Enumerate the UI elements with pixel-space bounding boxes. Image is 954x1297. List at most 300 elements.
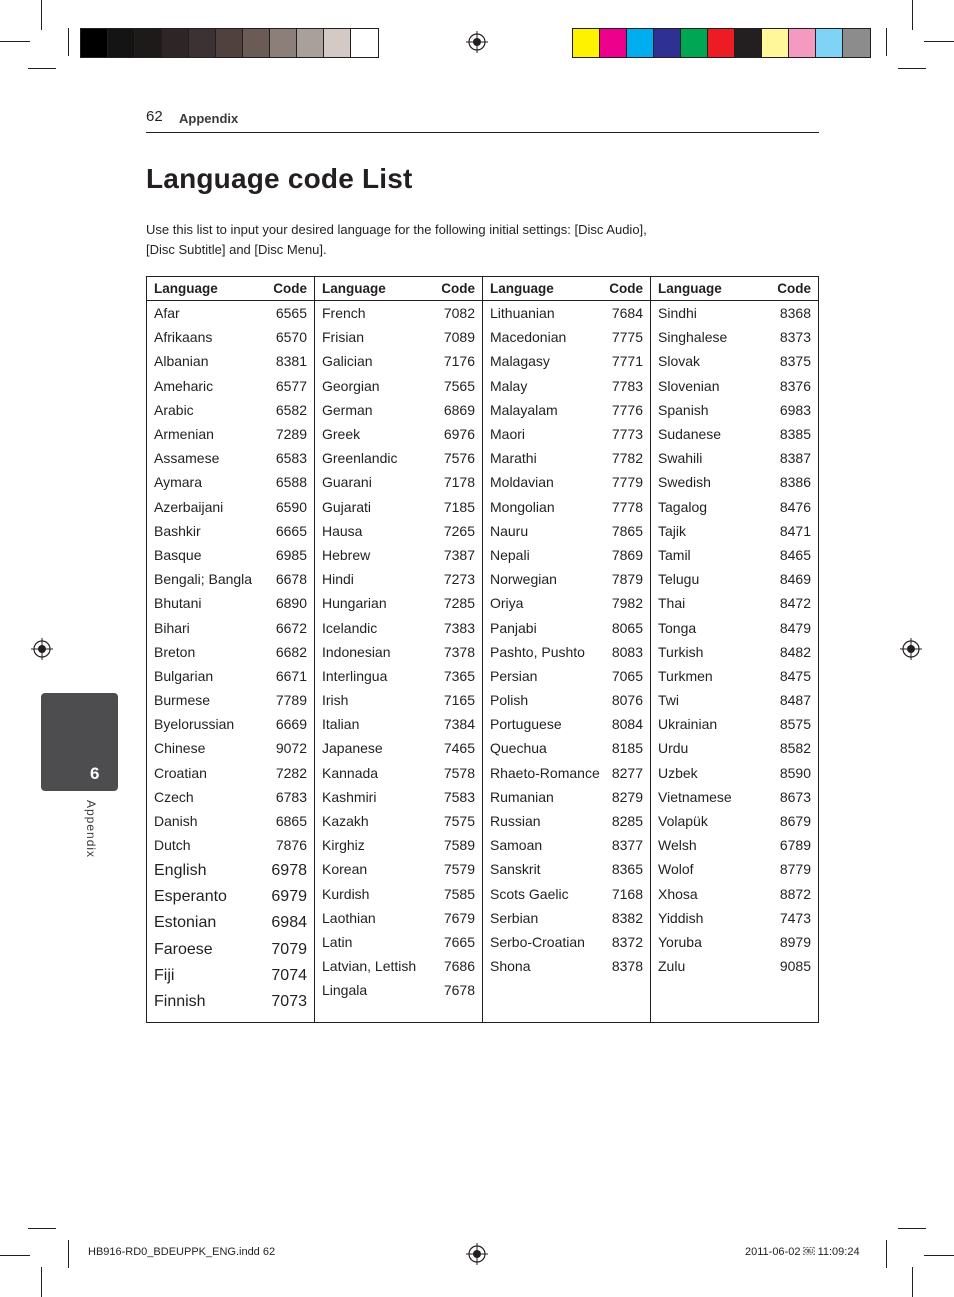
language-name: Aymara <box>154 474 202 491</box>
table-row <box>651 906 818 930</box>
language-code: 6890 <box>275 595 307 612</box>
language-name: Turkmen <box>658 667 713 684</box>
table-row <box>651 640 818 664</box>
table-row <box>483 640 650 664</box>
language-code: 7265 <box>443 522 475 539</box>
table-row <box>651 398 818 422</box>
language-name: Greenlandic <box>322 450 398 467</box>
color-swatch <box>162 29 189 57</box>
table-row <box>147 446 314 470</box>
header-code: Code <box>273 281 307 296</box>
language-name: Malagasy <box>490 353 550 370</box>
language-code: 6671 <box>275 667 307 684</box>
language-code: 7775 <box>611 329 643 346</box>
language-code: 7565 <box>443 377 475 394</box>
language-name: Ukrainian <box>658 716 718 733</box>
language-name: Kirghiz <box>322 837 365 854</box>
language-name: Kazakh <box>322 813 369 830</box>
language-code: 8582 <box>779 740 811 757</box>
language-code: 8377 <box>611 837 643 854</box>
language-name: Serbian <box>490 909 539 926</box>
language-name: Portuguese <box>490 716 562 733</box>
language-name: Maori <box>490 426 526 443</box>
crop-mark <box>924 1255 954 1256</box>
crop-mark <box>28 1228 56 1229</box>
language-code: 7273 <box>443 571 475 588</box>
language-code: 7576 <box>443 450 475 467</box>
language-name: Thai <box>658 595 686 612</box>
language-code: 7289 <box>275 426 307 443</box>
language-code: 8471 <box>779 522 811 539</box>
language-code: 6672 <box>275 619 307 636</box>
table-row <box>315 615 482 639</box>
language-code: 7665 <box>443 933 475 950</box>
language-name: Italian <box>322 716 360 733</box>
table-row <box>147 615 314 639</box>
language-name: Yoruba <box>658 933 702 950</box>
language-name: English <box>154 861 207 879</box>
table-row <box>651 543 818 567</box>
crop-mark <box>68 1240 69 1268</box>
table-row <box>147 640 314 664</box>
language-code: 7387 <box>443 546 475 563</box>
language-name: Latin <box>322 933 353 950</box>
table-row <box>483 857 650 881</box>
language-name: Esperanto <box>154 887 227 905</box>
language-code: 6588 <box>275 474 307 491</box>
table-row <box>315 398 482 422</box>
language-name: Hungarian <box>322 595 387 612</box>
color-swatch <box>297 29 324 57</box>
table-row <box>483 882 650 906</box>
crop-mark <box>68 28 69 56</box>
language-name: Danish <box>154 813 198 830</box>
table-row <box>483 785 650 809</box>
color-swatch <box>735 29 762 57</box>
language-name: Pashto, Pushto <box>490 643 585 660</box>
language-name: Yiddish <box>658 909 704 926</box>
header-code: Code <box>777 281 811 296</box>
language-code: 7771 <box>611 353 643 370</box>
language-code: 8482 <box>779 643 811 660</box>
language-name: Lithuanian <box>490 305 555 322</box>
language-name: Bengali; Bangla <box>154 571 253 588</box>
table-column <box>651 277 818 1022</box>
language-name: Twi <box>658 692 679 709</box>
language-code: 8590 <box>779 764 811 781</box>
language-code: 6978 <box>271 861 307 879</box>
language-code: 7579 <box>443 861 475 878</box>
language-name: Burmese <box>154 692 211 709</box>
language-code: 8083 <box>611 643 643 660</box>
language-code: 9085 <box>779 958 811 975</box>
table-row <box>315 325 482 349</box>
table-row <box>651 809 818 833</box>
language-name: Shona <box>490 958 531 975</box>
crop-mark <box>912 0 913 30</box>
language-name: Quechua <box>490 740 547 757</box>
language-name: Japanese <box>322 740 383 757</box>
language-code: 7383 <box>443 619 475 636</box>
language-code: 7473 <box>779 909 811 926</box>
language-name: Laothian <box>322 909 376 926</box>
language-code: 6789 <box>779 837 811 854</box>
table-row <box>315 470 482 494</box>
table-row <box>315 736 482 760</box>
language-code: 8382 <box>611 909 643 926</box>
color-swatch <box>843 29 870 57</box>
color-swatch <box>600 29 627 57</box>
table-row <box>483 543 650 567</box>
table-row <box>315 374 482 398</box>
language-name: Slovak <box>658 353 701 370</box>
table-row <box>651 664 818 688</box>
table-row <box>483 736 650 760</box>
table-row <box>483 664 650 688</box>
table-row <box>483 519 650 543</box>
crop-mark <box>924 41 954 42</box>
table-row <box>315 785 482 809</box>
chapter-number: 6 <box>90 764 100 783</box>
language-code: 8872 <box>779 885 811 902</box>
language-code: 6665 <box>275 522 307 539</box>
language-code: 7365 <box>443 667 475 684</box>
color-swatch <box>627 29 654 57</box>
language-name: Hausa <box>322 522 363 539</box>
language-name: Frisian <box>322 329 365 346</box>
language-code: 8277 <box>611 764 643 781</box>
language-code: 8979 <box>779 933 811 950</box>
language-code: 8472 <box>779 595 811 612</box>
crop-mark <box>912 1267 913 1297</box>
table-row <box>147 519 314 543</box>
color-swatch <box>351 29 378 57</box>
language-name: Sanskrit <box>490 861 541 878</box>
language-code: 8365 <box>611 861 643 878</box>
color-swatch <box>654 29 681 57</box>
table-row <box>147 349 314 373</box>
language-code: 7082 <box>443 305 475 322</box>
table-row <box>483 301 650 325</box>
language-code: 7876 <box>275 837 307 854</box>
language-code: 7869 <box>611 546 643 563</box>
crop-mark <box>28 68 56 69</box>
page-title: Language code List <box>146 163 413 194</box>
crop-mark <box>41 1267 42 1297</box>
table-row <box>315 422 482 446</box>
language-name: Guarani <box>322 474 372 491</box>
language-name: Kannada <box>322 764 379 781</box>
page-number: 62 <box>146 108 163 125</box>
language-code: 6570 <box>275 329 307 346</box>
table-row <box>651 325 818 349</box>
language-code: 6983 <box>779 401 811 418</box>
table-row <box>483 470 650 494</box>
language-code: 7865 <box>611 522 643 539</box>
header-language: Language <box>658 281 722 296</box>
table-row <box>483 930 650 954</box>
table-row <box>147 936 314 962</box>
table-row <box>147 495 314 519</box>
language-code: 7773 <box>611 426 643 443</box>
table-row <box>315 446 482 470</box>
language-code: 7678 <box>443 982 475 999</box>
crop-mark <box>41 0 42 30</box>
table-row <box>315 954 482 978</box>
language-code: 6976 <box>443 426 475 443</box>
header-code: Code <box>441 281 475 296</box>
table-row <box>651 736 818 760</box>
language-code: 7776 <box>611 401 643 418</box>
language-code: 7585 <box>443 885 475 902</box>
table-row <box>651 833 818 857</box>
table-row <box>651 422 818 446</box>
language-name: Breton <box>154 643 196 660</box>
table-row <box>315 906 482 930</box>
language-name: Norwegian <box>490 571 557 588</box>
language-code: 8373 <box>779 329 811 346</box>
table-row <box>651 615 818 639</box>
language-code: 8386 <box>779 474 811 491</box>
language-name: Urdu <box>658 740 689 757</box>
table-row <box>651 591 818 615</box>
table-row <box>147 688 314 712</box>
language-name: Lingala <box>322 982 368 999</box>
language-name: Afrikaans <box>154 329 213 346</box>
language-code: 7074 <box>271 967 307 985</box>
table-row <box>147 591 314 615</box>
table-row <box>147 809 314 833</box>
language-name: Armenian <box>154 426 214 443</box>
language-code: 8575 <box>779 716 811 733</box>
language-name: Bhutani <box>154 595 202 612</box>
table-row <box>651 882 818 906</box>
table-row <box>147 884 314 910</box>
color-swatch <box>216 29 243 57</box>
language-name: Georgian <box>322 377 380 394</box>
table-row <box>147 963 314 989</box>
table-row <box>315 833 482 857</box>
table-row <box>651 688 818 712</box>
column-header <box>315 277 482 301</box>
language-code: 8385 <box>779 426 811 443</box>
language-name: Assamese <box>154 450 220 467</box>
intro-paragraph <box>146 220 746 259</box>
language-code: 6669 <box>275 716 307 733</box>
language-name: Finnish <box>154 993 206 1011</box>
language-code: 8065 <box>611 619 643 636</box>
language-name: Afar <box>154 305 180 322</box>
table-row <box>315 809 482 833</box>
language-code: 6682 <box>275 643 307 660</box>
language-code: 6865 <box>275 813 307 830</box>
table-row <box>315 349 482 373</box>
language-code: 6582 <box>275 401 307 418</box>
table-row <box>483 374 650 398</box>
column-header <box>651 277 818 301</box>
language-name: Dutch <box>154 837 191 854</box>
language-code: 8469 <box>779 571 811 588</box>
crop-mark <box>898 68 926 69</box>
table-row <box>483 809 650 833</box>
table-row <box>483 712 650 736</box>
language-code: 8381 <box>275 353 307 370</box>
table-row <box>315 712 482 736</box>
language-code: 6985 <box>275 546 307 563</box>
language-code: 6979 <box>271 887 307 905</box>
language-code: 7779 <box>611 474 643 491</box>
table-row <box>483 398 650 422</box>
language-name: Tonga <box>658 619 697 636</box>
table-column <box>315 277 483 1022</box>
color-swatch <box>81 29 108 57</box>
language-code: 7185 <box>443 498 475 515</box>
language-code: 7583 <box>443 788 475 805</box>
language-name: Albanian <box>154 353 209 370</box>
language-name: Arabic <box>154 401 194 418</box>
crop-mark <box>898 1228 926 1229</box>
language-name: French <box>322 305 366 322</box>
language-code: 7575 <box>443 813 475 830</box>
table-row <box>651 567 818 591</box>
table-row <box>651 495 818 519</box>
registration-target-icon <box>466 31 488 53</box>
language-name: Oriya <box>490 595 524 612</box>
color-swatch <box>108 29 135 57</box>
color-swatch <box>135 29 162 57</box>
table-row <box>651 712 818 736</box>
table-row <box>483 325 650 349</box>
language-code: 6590 <box>275 498 307 515</box>
language-name: Swahili <box>658 450 703 467</box>
language-name: Kurdish <box>322 885 370 902</box>
language-name: Hebrew <box>322 546 371 563</box>
language-code: 7465 <box>443 740 475 757</box>
column-header <box>147 277 314 301</box>
language-code: 7089 <box>443 329 475 346</box>
table-row <box>651 446 818 470</box>
language-name: Chinese <box>154 740 206 757</box>
language-code: 8076 <box>611 692 643 709</box>
language-name: Panjabi <box>490 619 537 636</box>
language-code: 7378 <box>443 643 475 660</box>
language-code: 7176 <box>443 353 475 370</box>
language-name: Mongolian <box>490 498 555 515</box>
language-code: 6583 <box>275 450 307 467</box>
language-code: 7686 <box>443 958 475 975</box>
table-row <box>147 374 314 398</box>
language-name: Moldavian <box>490 474 554 491</box>
language-code: 8279 <box>611 788 643 805</box>
table-row <box>147 301 314 325</box>
language-name: Icelandic <box>322 619 378 636</box>
language-code: 7783 <box>611 377 643 394</box>
table-row <box>483 422 650 446</box>
language-code: 7285 <box>443 595 475 612</box>
table-row <box>483 615 650 639</box>
table-row <box>315 519 482 543</box>
language-name: Vietnamese <box>658 788 732 805</box>
language-name: Faroese <box>154 940 213 958</box>
chapter-label: Appendix <box>84 800 98 859</box>
language-code: 8185 <box>611 740 643 757</box>
table-row <box>315 664 482 688</box>
header-language: Language <box>490 281 554 296</box>
table-row <box>483 761 650 785</box>
table-row <box>147 325 314 349</box>
language-name: Russian <box>490 813 541 830</box>
table-row <box>483 495 650 519</box>
crop-mark <box>0 41 30 42</box>
language-code: 8465 <box>779 546 811 563</box>
language-code: 7684 <box>611 305 643 322</box>
language-name: Tamil <box>658 546 691 563</box>
language-name: Zulu <box>658 958 686 975</box>
table-row <box>651 857 818 881</box>
table-row <box>315 567 482 591</box>
language-name: Korean <box>322 861 368 878</box>
language-name: Macedonian <box>490 329 567 346</box>
language-code: 8376 <box>779 377 811 394</box>
language-code: 7578 <box>443 764 475 781</box>
language-name: Tajik <box>658 522 687 539</box>
language-name: Polish <box>490 692 529 709</box>
section-label: Appendix <box>179 111 239 126</box>
table-row <box>315 543 482 567</box>
language-code: 6783 <box>275 788 307 805</box>
language-name: Telugu <box>658 571 700 588</box>
language-code-table <box>146 276 819 1023</box>
language-name: Azerbaijani <box>154 498 224 515</box>
language-code: 7282 <box>275 764 307 781</box>
language-code: 8476 <box>779 498 811 515</box>
table-row <box>483 833 650 857</box>
language-name: Turkish <box>658 643 704 660</box>
language-name: Hindi <box>322 571 354 588</box>
color-swatch <box>270 29 297 57</box>
language-code: 7982 <box>611 595 643 612</box>
language-name: Uzbek <box>658 764 698 781</box>
header-code: Code <box>609 281 643 296</box>
language-code: 8673 <box>779 788 811 805</box>
table-row <box>315 857 482 881</box>
language-code: 8679 <box>779 813 811 830</box>
registration-target-icon <box>900 638 922 660</box>
language-code: 6984 <box>271 914 307 932</box>
table-column <box>147 277 315 1022</box>
color-swatch <box>816 29 843 57</box>
language-code: 8378 <box>611 958 643 975</box>
language-name: Bihari <box>154 619 190 636</box>
language-name: Nepali <box>490 546 530 563</box>
language-code: 6678 <box>275 571 307 588</box>
language-code: 7384 <box>443 716 475 733</box>
language-name: Czech <box>154 788 194 805</box>
language-code: 6565 <box>275 305 307 322</box>
language-code: 7168 <box>611 885 643 902</box>
language-name: Galician <box>322 353 373 370</box>
language-name: Fiji <box>154 967 175 985</box>
language-name: Scots Gaelic <box>490 885 569 902</box>
language-name: Bashkir <box>154 522 201 539</box>
language-code: 8479 <box>779 619 811 636</box>
header-language: Language <box>154 281 218 296</box>
color-swatch <box>324 29 351 57</box>
language-name: Swedish <box>658 474 711 491</box>
language-code: 8487 <box>779 692 811 709</box>
crop-mark <box>0 1255 30 1256</box>
table-row <box>483 446 650 470</box>
